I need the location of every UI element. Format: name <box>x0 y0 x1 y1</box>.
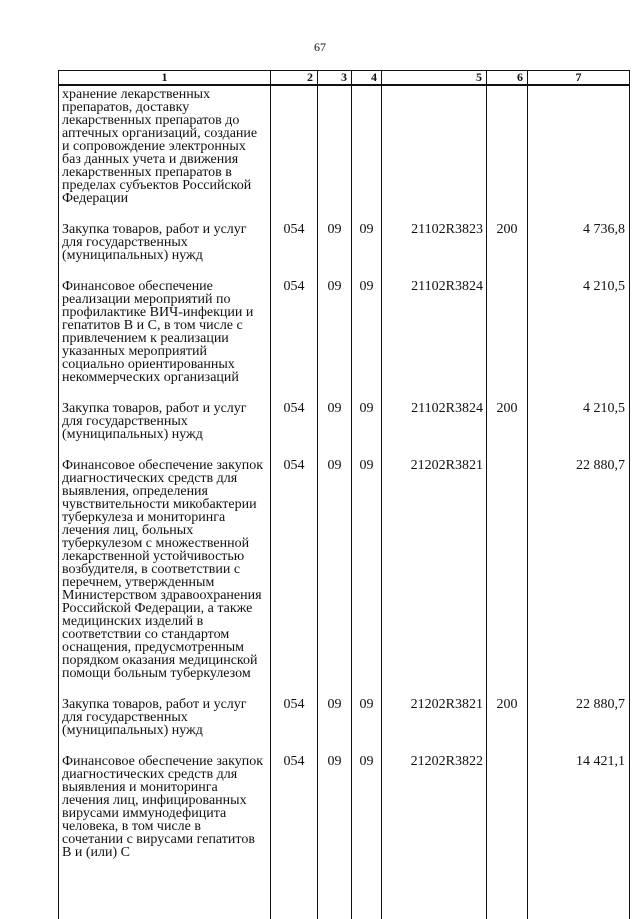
cell-ministry-code <box>271 85 318 205</box>
cell-amount: 4 210,5 <box>528 384 630 441</box>
empty-cell <box>382 859 487 919</box>
cell-subsection: 09 <box>352 205 382 262</box>
cell-amount <box>528 85 630 205</box>
empty-cell <box>59 859 271 919</box>
table-row <box>59 85 630 205</box>
table-row <box>59 680 630 737</box>
table-row <box>59 384 630 441</box>
cell-target-article: 21202R3821 <box>382 441 487 680</box>
column-header: 5 <box>382 71 487 86</box>
column-header: 6 <box>487 71 528 86</box>
empty-cell <box>487 859 528 919</box>
cell-target-article: 21102R3823 <box>382 205 487 262</box>
cell-subsection: 09 <box>352 384 382 441</box>
cell-ministry-code: 054 <box>271 680 318 737</box>
cell-section: 09 <box>318 441 352 680</box>
cell-ministry-code: 054 <box>271 205 318 262</box>
column-header: 3 <box>318 71 352 86</box>
page-number: 67 <box>314 40 326 54</box>
cell-subsection: 09 <box>352 680 382 737</box>
cell-expense-type: 200 <box>487 205 528 262</box>
cell-section: 09 <box>318 262 352 384</box>
cell-ministry-code: 054 <box>271 441 318 680</box>
cell-target-article: 21202R3822 <box>382 737 487 859</box>
cell-subsection: 09 <box>352 737 382 859</box>
row-description: Закупка товаров, работ и услуг для государственных (муниципальных) нужд <box>59 384 271 441</box>
cell-amount: 22 880,7 <box>528 441 630 680</box>
cell-section: 09 <box>318 737 352 859</box>
cell-subsection: 09 <box>352 262 382 384</box>
cell-subsection <box>352 85 382 205</box>
cell-section <box>318 85 352 205</box>
cell-ministry-code: 054 <box>271 737 318 859</box>
table-row <box>59 441 630 680</box>
table-row <box>59 205 630 262</box>
cell-section: 09 <box>318 205 352 262</box>
cell-amount: 4 736,8 <box>528 205 630 262</box>
empty-cell <box>352 859 382 919</box>
row-description: Финансовое обеспечение закупок диагностических средств для выявления и мониторинга лечения лиц, инфицированных вирусами иммунодефицита человека, в том числе в сочетании с вирусами гепатитов В и (или) С <box>59 737 271 859</box>
table-row-spacer <box>59 859 630 919</box>
cell-target-article <box>382 85 487 205</box>
table-row <box>59 737 630 859</box>
cell-expense-type: 200 <box>487 680 528 737</box>
cell-ministry-code: 054 <box>271 384 318 441</box>
row-description: Закупка товаров, работ и услуг для государственных (муниципальных) нужд <box>59 205 271 262</box>
empty-cell <box>528 859 630 919</box>
table-header-row <box>59 71 630 86</box>
cell-target-article: 21202R3821 <box>382 680 487 737</box>
row-description: Финансовое обеспечение реализации мероприятий по профилактике ВИЧ-инфекции и гепатитов В и С, в том числе с привлечением к реализации указанных мероприятий социально ориентированных некоммерческих организаций <box>59 262 271 384</box>
cell-section: 09 <box>318 680 352 737</box>
cell-amount: 4 210,5 <box>528 262 630 384</box>
cell-expense-type <box>487 441 528 680</box>
column-header: 7 <box>528 71 630 86</box>
row-description: Финансовое обеспечение закупок диагностических средств для выявления, определения чувствительности микобактерии туберкулеза и мониторинга лечения лиц, больных туберкулезом с множественной лекарственной устойчивостью возбудителя, в соответствии с перечнем, утвержденным Министерством здравоохранения Российской Федерации, а также медицинских изделий в соответствии со стандартом оснащения, предусмотренным порядком оказания медицинской помощи больным туберкулезом <box>59 441 271 680</box>
cell-target-article: 21102R3824 <box>382 262 487 384</box>
cell-expense-type <box>487 262 528 384</box>
cell-amount: 14 421,1 <box>528 737 630 859</box>
cell-section: 09 <box>318 384 352 441</box>
cell-amount: 22 880,7 <box>528 680 630 737</box>
cell-subsection: 09 <box>352 441 382 680</box>
row-description: Закупка товаров, работ и услуг для государственных (муниципальных) нужд <box>59 680 271 737</box>
column-header: 1 <box>59 71 271 86</box>
cell-expense-type <box>487 85 528 205</box>
cell-expense-type <box>487 737 528 859</box>
empty-cell <box>318 859 352 919</box>
cell-ministry-code: 054 <box>271 262 318 384</box>
row-description: хранение лекарственных препаратов, доставку лекарственных препаратов до аптечных организаций, создание и сопровождение электронных баз данных учета и движения лекарственных препаратов в пределах субъектов Российской Федерации <box>59 85 271 205</box>
cell-expense-type: 200 <box>487 384 528 441</box>
cell-target-article: 21102R3824 <box>382 384 487 441</box>
empty-cell <box>271 859 318 919</box>
table-row <box>59 262 630 384</box>
column-header: 4 <box>352 71 382 86</box>
budget-table <box>58 70 630 919</box>
column-header: 2 <box>271 71 318 86</box>
